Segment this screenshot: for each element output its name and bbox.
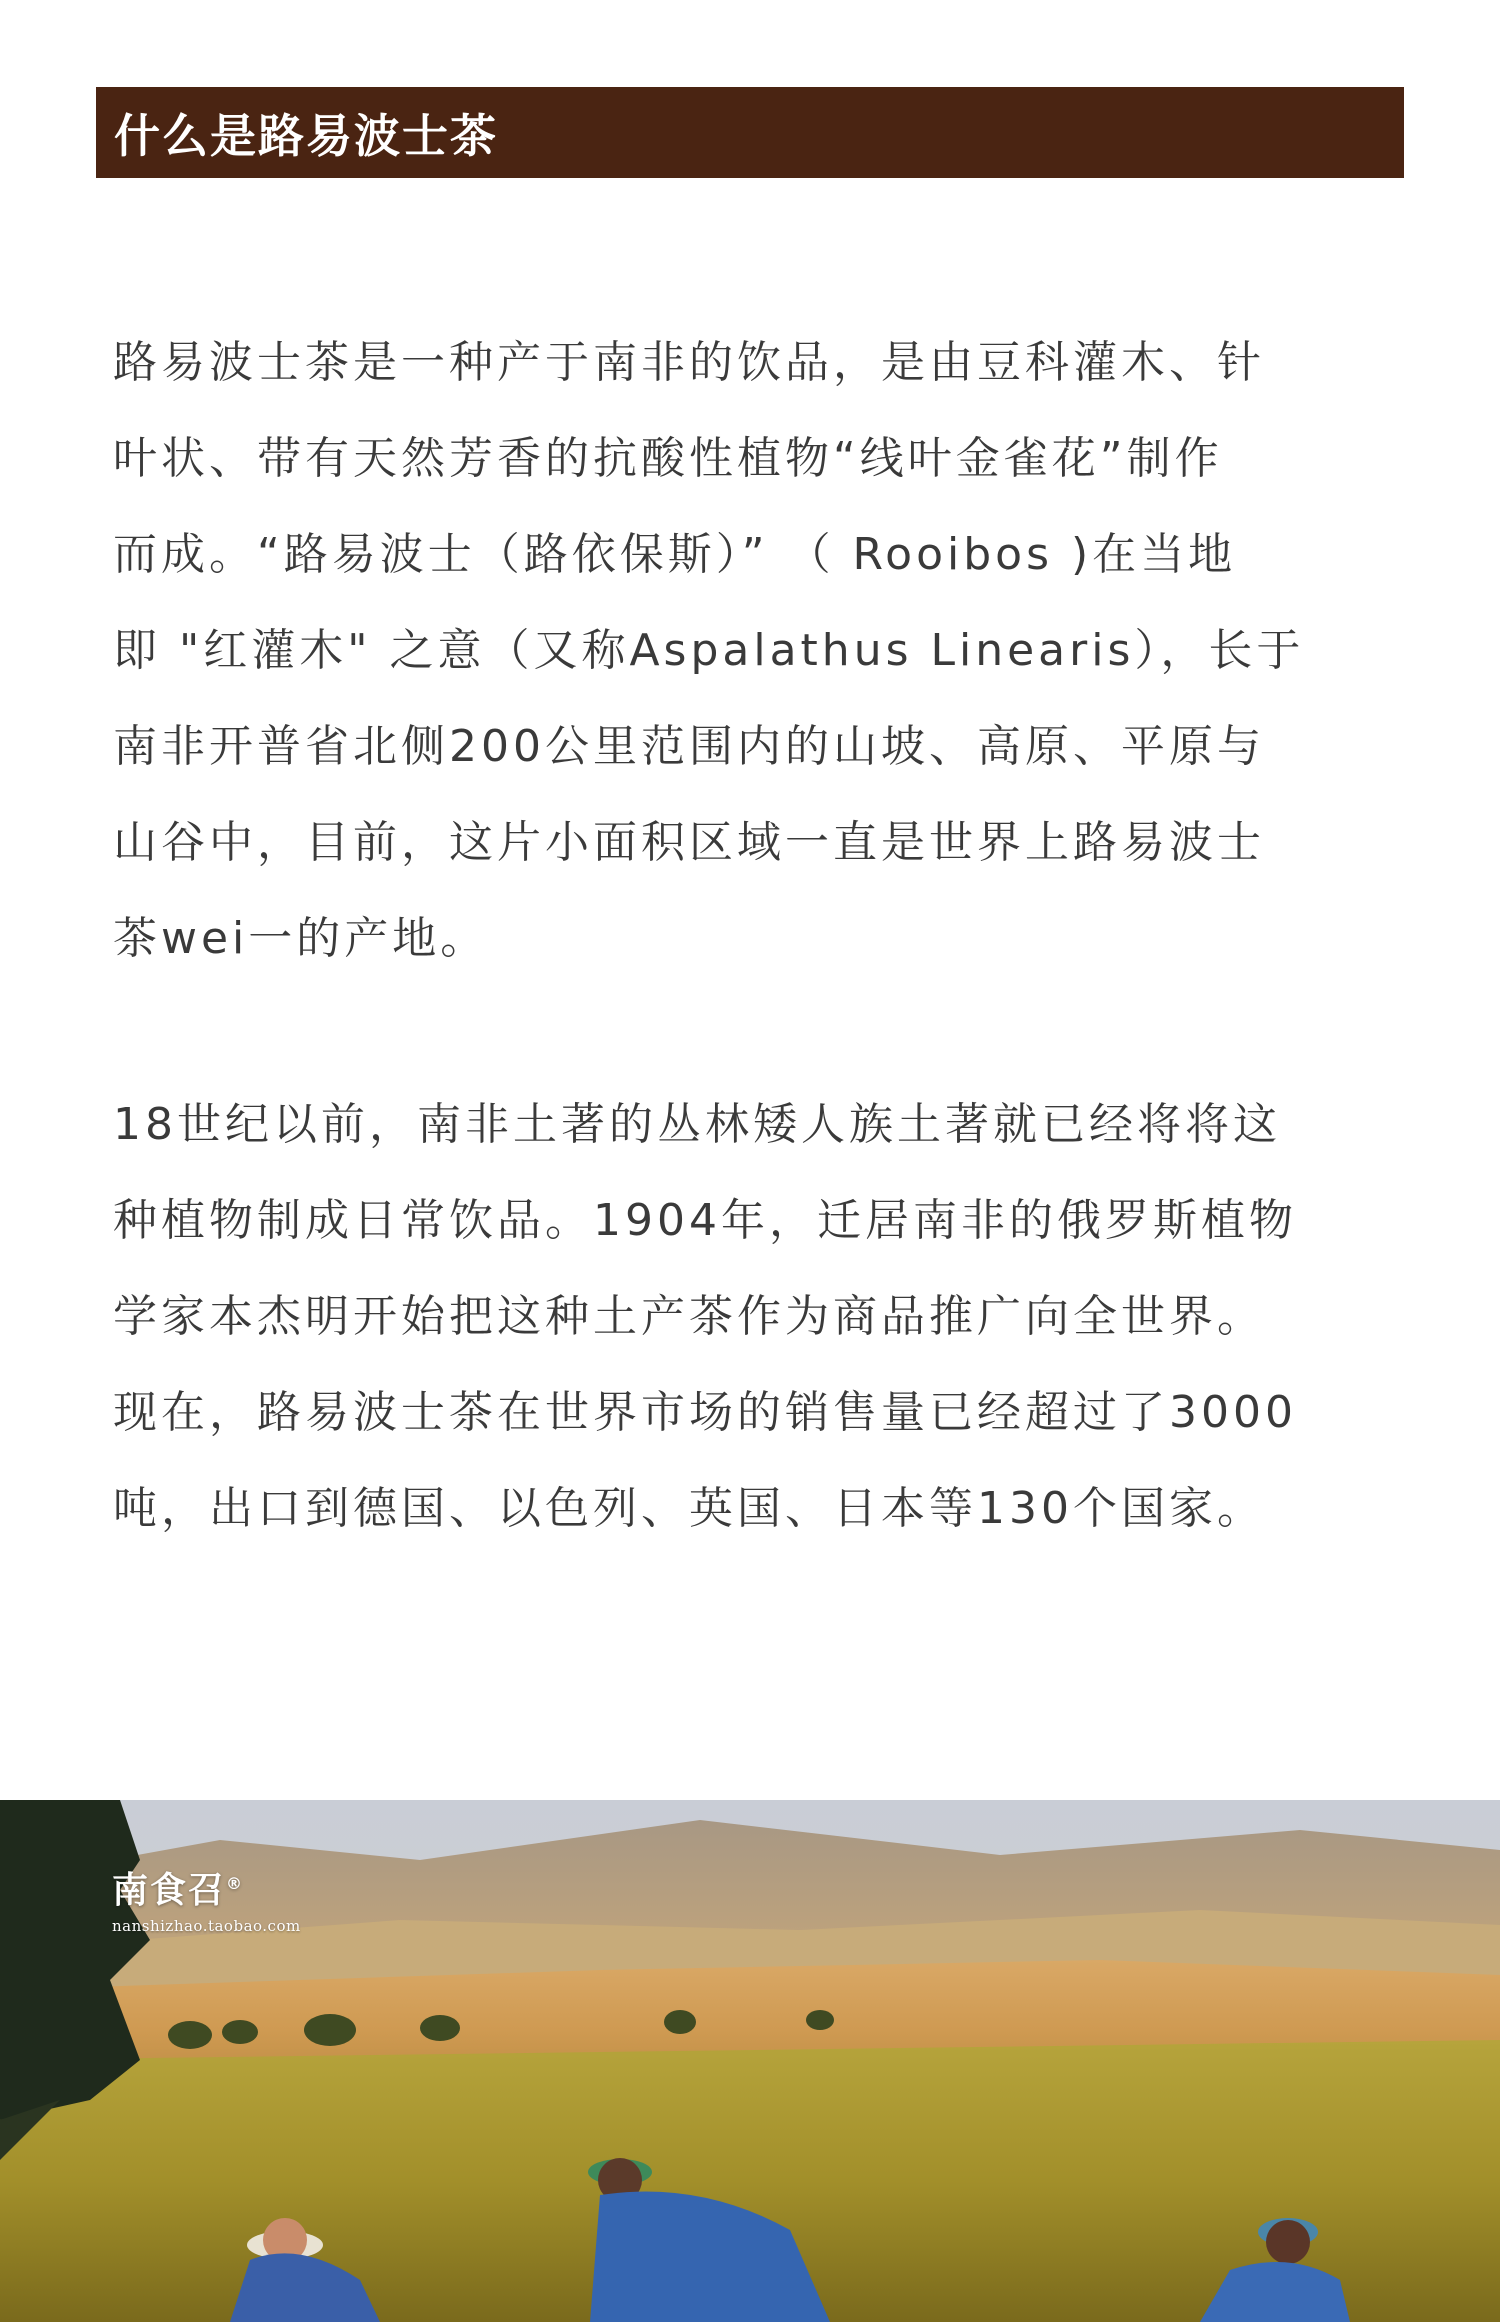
- paragraph-line: 叶状、带有天然芳香的抗酸性植物“线叶金雀花”制作: [113, 433, 1223, 484]
- intro-paragraph: [113, 315, 1393, 987]
- section-title-bar: [96, 87, 1404, 178]
- paragraph-line: 现在，路易波士茶在世界市场的销售量已经超过了3000: [113, 1387, 1297, 1438]
- registered-mark: ®: [226, 1874, 245, 1893]
- paragraph-line: 种植物制成日常饮品。1904年，迁居南非的俄罗斯植物: [113, 1195, 1297, 1246]
- section-title: 什么是路易波士茶: [114, 108, 498, 163]
- paragraph-line: 18世纪以前，南非土著的丛林矮人族土著就已经将将这: [113, 1099, 1281, 1150]
- paragraph-line: 茶wei一的产地。: [113, 913, 489, 964]
- watermark-brand-text: 南食召: [112, 1869, 227, 1911]
- paragraph-line: 即 "红灌木" 之意（又称Aspalathus Linearis），长于: [113, 625, 1305, 676]
- paragraph-line: 山谷中，目前，这片小面积区域一直是世界上路易波士: [113, 817, 1265, 868]
- paragraph-line: 路易波士茶是一种产于南非的饮品，是由豆科灌木、针: [113, 337, 1265, 388]
- paragraph-line: 而成。“路易波士（路依保斯）” （ Rooibos )在当地: [113, 529, 1237, 580]
- paragraph-line: 南非开普省北侧200公里范围内的山坡、高原、平原与: [113, 721, 1265, 772]
- watermark-url: nanshizhao.taobao.com: [112, 1917, 301, 1935]
- paragraph-line: 吨，出口到德国、以色列、英国、日本等130个国家。: [113, 1483, 1265, 1534]
- history-paragraph: [113, 1077, 1393, 1557]
- paragraph-line: 学家本杰明开始把这种土产茶作为商品推广向全世界。: [113, 1291, 1265, 1342]
- brand-watermark: [112, 1862, 301, 1935]
- watermark-brand: [112, 1862, 301, 1913]
